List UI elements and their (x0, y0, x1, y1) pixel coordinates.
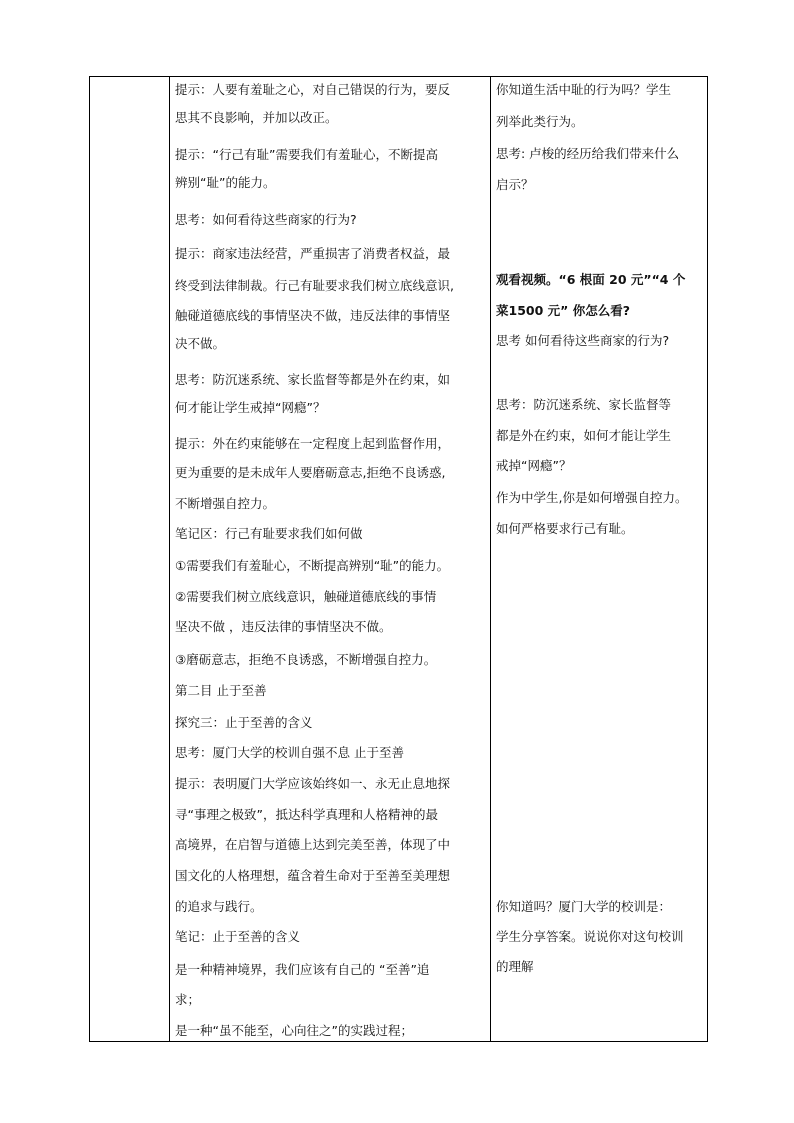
text-line: 提示：“行己有耻”需要我们有羞耻心，不断提高 (175, 147, 438, 162)
text-line: 提示：表明厦门大学应该始终如一、永无止息地探 (175, 776, 451, 791)
text-line: 高境界，在启智与道德上达到完美至善，体现了中 (175, 837, 451, 852)
text-line: 思考：厦门大学的校训自强不息 止于至善 (175, 745, 404, 760)
text-line: 你知道吗？厦门大学的校训是： (496, 899, 672, 914)
text-line: 思考 如何看待这些商家的行为? (496, 333, 670, 348)
text-line: 坚决不做 ，违反法律的事情坚决不做。 (175, 619, 392, 634)
text-line: 启示？ (496, 177, 534, 192)
text-line: 列举此类行为。 (496, 114, 584, 129)
text-line: 不断增强自控力。 (175, 496, 276, 511)
text-line: 你知道生活中耻的行为吗？学生 (496, 82, 672, 97)
text-line: 观看视频。“6 根面 20 元”“4 个 (496, 272, 686, 287)
text-line: 寻“事理之极致”，抵达科学真理和人格精神的最 (175, 807, 438, 822)
text-line: 是一种“虽不能至，心向往之”的实践过程； (175, 1023, 413, 1038)
text-line: 思考：防沉迷系统、家长监督等都是外在约束，如 (175, 372, 451, 387)
text-line: 何才能让学生戒掉“网瘾”？ (175, 400, 326, 415)
text-line: 求； (175, 992, 201, 1007)
text-line: ③磨砺意志，拒绝不良诱惑，不断增强自控力。 (175, 652, 437, 667)
text-line: 思考：防沉迷系统、家长监督等 (496, 397, 672, 412)
text-line: 的理解 (496, 959, 534, 974)
text-line: 终受到法律制裁。行己有耻要求我们树立底线意识, (175, 278, 454, 293)
text-line: 提示：外在约束能够在一定程度上起到监督作用， (175, 436, 451, 451)
text-line: 提示：商家违法经营，严重损害了消费者权益，最 (175, 246, 451, 261)
text-line: 国文化的人格理想，蕴含着生命对于至善至美理想 (175, 868, 451, 883)
text-line: 菜1500 元” 你怎么看? (496, 303, 630, 318)
text-line: 更为重要的是未成年人要磨砺意志,拒绝不良诱惑, (175, 465, 446, 480)
column-divider-left (169, 77, 170, 1041)
text-line: 探究三：止于至善的含义 (175, 715, 313, 730)
text-line: 是一种精神境界，我们应该有自己的 “至善”追 (175, 962, 430, 977)
text-line: ①需要我们有羞耻心，不断提高辨别“耻”的能力。 (175, 558, 450, 573)
text-line: 思考: 卢梭的经历给我们带来什么 (496, 146, 680, 161)
lesson-plan-table (89, 76, 708, 1042)
text-line: 思其不良影响，并加以改正。 (175, 110, 338, 125)
text-line: 学生分享答案。说说你对这句校训 (496, 929, 684, 944)
text-line: 的追求与践行。 (175, 899, 263, 914)
text-line: 提示：人要有羞耻之心，对自己错误的行为，要反 (175, 82, 451, 97)
text-line: 第二目 止于至善 (175, 683, 267, 698)
text-line: 戒掉“网瘾”？ (496, 458, 572, 473)
text-line: 决不做。 (175, 336, 226, 351)
text-line: 作为中学生,你是如何增强自控力。 (496, 490, 688, 505)
column-divider-right (490, 77, 491, 1041)
text-line: 辨别“耻”的能力。 (175, 175, 276, 190)
text-line: 思考：如何看待这些商家的行为? (175, 212, 357, 227)
text-line: 触碰道德底线的事情坚决不做，违反法律的事情坚 (175, 308, 451, 323)
text-line: 如何严格要求行己有耻。 (496, 521, 634, 536)
text-line: 笔记：止于至善的含义 (175, 929, 301, 944)
text-line: 都是外在约束，如何才能让学生 (496, 428, 672, 443)
text-line: 笔记区：行己有耻要求我们如何做 (175, 526, 363, 541)
text-line: ②需要我们树立底线意识，触碰道德底线的事情 (175, 589, 437, 604)
